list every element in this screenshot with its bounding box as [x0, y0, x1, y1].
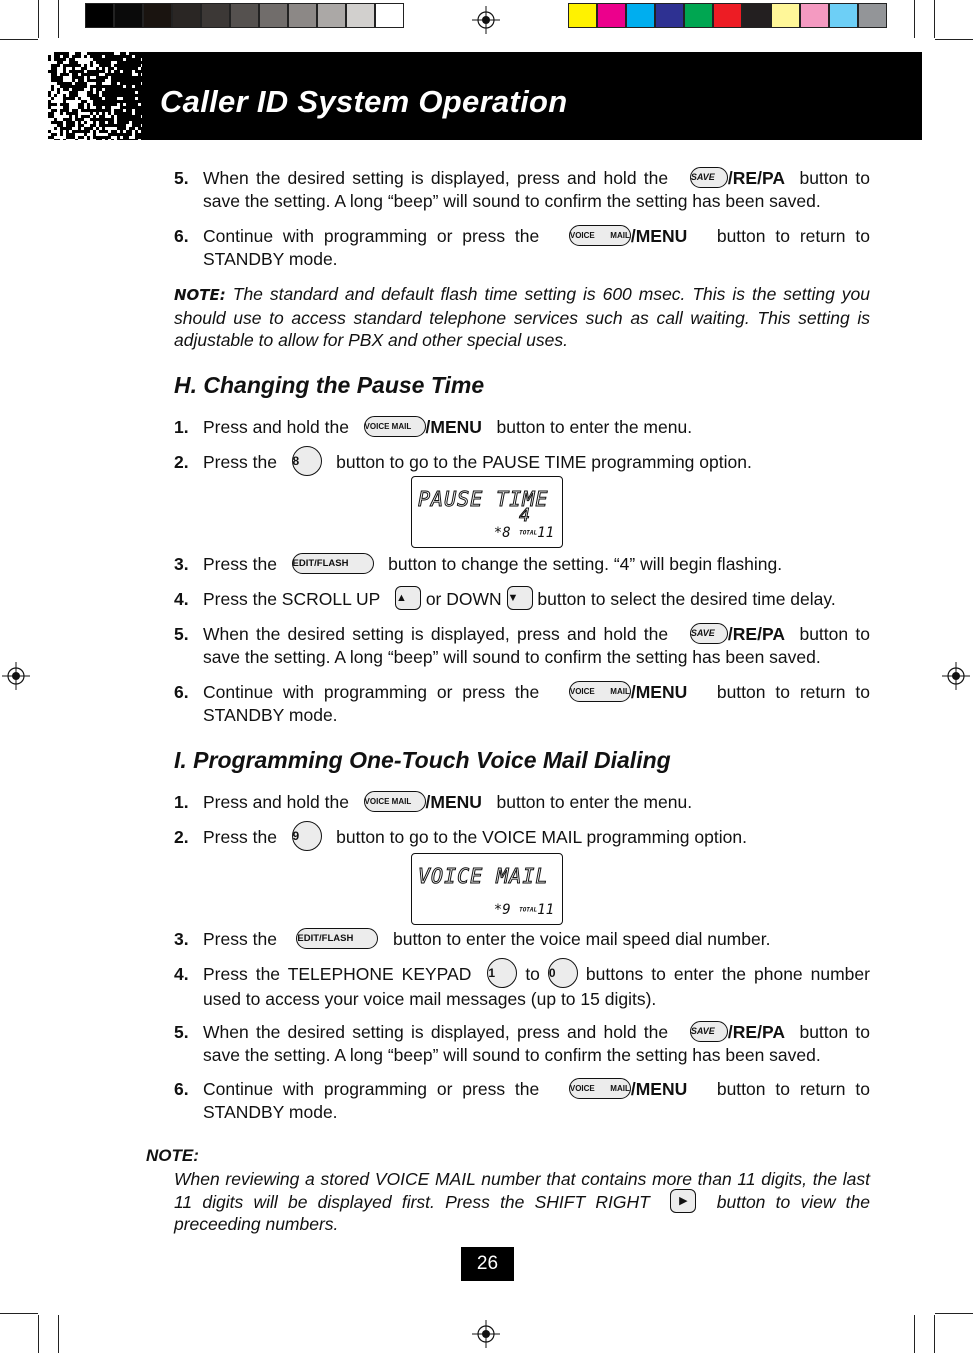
- scroll-up-button[interactable]: ▲: [395, 586, 421, 610]
- color-swatch: [684, 3, 713, 28]
- h-step-6: 6. Continue with programming or press the VOICE MAIL/MENU button to return to STANDBY mode.: [174, 682, 870, 725]
- color-swatch: [829, 3, 858, 28]
- section-i-heading: I. Programming One-Touch Voice Mail Dialing: [174, 747, 671, 773]
- h-step-4: 4. Press the SCROLL UP ▲ or DOWN ▼ button to select the desired time delay.: [174, 588, 870, 611]
- scroll-down-button[interactable]: ▼: [507, 586, 533, 610]
- page-title: Caller ID System Operation: [160, 84, 568, 119]
- color-swatch: [655, 3, 684, 28]
- crop-mark: [935, 1313, 973, 1314]
- registration-mark-icon: [472, 1320, 500, 1348]
- registration-mark-icon: [942, 662, 970, 690]
- voice-mail-button[interactable]: VOICE MAIL: [569, 681, 631, 702]
- gray-swatch: [317, 3, 346, 28]
- crop-mark: [38, 0, 39, 38]
- color-swatch: [771, 3, 800, 28]
- key-9-button[interactable]: 9: [292, 821, 322, 851]
- color-swatch: [568, 3, 597, 28]
- lcd-voice-mail: VOICE MAIL *9 TOTAL11: [411, 853, 563, 925]
- i-step-1: 1. Press and hold the VOICE MAIL /MENU button to enter the menu.: [174, 792, 693, 812]
- edit-flash-button[interactable]: EDIT/FLASH: [292, 553, 374, 574]
- voice-mail-button[interactable]: VOICE MAIL: [569, 1078, 631, 1099]
- bottom-note-label: NOTE:: [146, 1146, 199, 1165]
- gray-swatch: [375, 3, 404, 28]
- crop-mark: [0, 39, 38, 40]
- color-swatch: [597, 3, 626, 28]
- page-number: 26: [461, 1247, 514, 1281]
- key-0-button[interactable]: 0: [548, 958, 578, 988]
- key-1-button[interactable]: 1: [487, 958, 517, 988]
- i-step-3: 3. Press the EDIT/FLASH button to enter the voice mail speed dial number.: [174, 929, 771, 949]
- crop-mark: [935, 39, 973, 40]
- top-step-6: 6. Continue with programming or press the VOICE MAIL/MENU button to return to STANDBY mode.: [174, 226, 870, 269]
- h-step-5: 5. When the desired setting is displayed, press and hold the SAVE /RE/PA button to save the setting. A long “beep” will sound to confirm the setting has been saved.: [174, 624, 870, 667]
- h-step-1: 1. Press and hold the VOICE MAIL /MENU button to enter the menu.: [174, 417, 693, 437]
- gray-swatch: [259, 3, 288, 28]
- color-swatch: [742, 3, 771, 28]
- voice-mail-button[interactable]: VOICE MAIL: [569, 225, 631, 246]
- save-button[interactable]: SAVE: [690, 167, 728, 188]
- registration-mark-icon: [2, 662, 30, 690]
- h-step-2: 2. Press the 8 button to go to the PAUSE TIME programming option.: [174, 451, 870, 476]
- crop-mark: [934, 0, 935, 38]
- gray-swatch: [230, 3, 259, 28]
- gray-swatch: [85, 3, 114, 28]
- top-note: NOTE: The standard and default flash time setting is 600 msec. This is the setting you should use to access standard telephone services such as call waiting. This setting is adjustable to allow for PBX and other special uses.: [174, 284, 870, 350]
- shift-right-button[interactable]: ▶: [670, 1189, 696, 1213]
- i-step-4: 4. Press the TELEPHONE KEYPAD 1 to 0 buttons to enter the phone number used to access your voice mail messages (up to 15 digits).: [174, 963, 870, 1011]
- i-step-6: 6. Continue with programming or press the VOICE MAIL/MENU button to return to STANDBY mode.: [174, 1079, 870, 1122]
- key-8-button[interactable]: 8: [292, 446, 322, 476]
- crop-mark: [914, 1315, 915, 1353]
- color-swatch: [858, 3, 887, 28]
- gray-swatch: [172, 3, 201, 28]
- i-step-2: 2. Press the 9 button to go to the VOICE MAIL programming option.: [174, 826, 870, 851]
- color-swatch: [800, 3, 829, 28]
- voice-mail-button[interactable]: VOICE MAIL: [364, 416, 426, 437]
- bottom-note-text: When reviewing a stored VOICE MAIL number that contains more than 11 digits, the last 11 digits will be displayed first. Press the SHIFT RIGHT ▶ button to view the preceeding numbers.: [174, 1169, 871, 1234]
- gray-swatch: [346, 3, 375, 28]
- crop-mark: [58, 0, 59, 38]
- crop-mark: [38, 1315, 39, 1353]
- lcd-pause-time: PAUSE TIME 4 *8 TOTAL11: [411, 476, 563, 548]
- crop-mark: [934, 1315, 935, 1353]
- crop-mark: [0, 1313, 38, 1314]
- crop-mark: [914, 0, 915, 38]
- i-step-5: 5. When the desired setting is displayed, press and hold the SAVE /RE/PA button to save the setting. A long “beep” will sound to confirm the setting has been saved.: [174, 1022, 870, 1065]
- color-swatch: [626, 3, 655, 28]
- gray-swatch: [201, 3, 230, 28]
- top-step-5: 5. When the desired setting is displayed, press and hold the SAVE /RE/PA button to save the setting. A long “beep” will sound to confirm the setting has been saved.: [174, 168, 870, 211]
- edit-flash-button[interactable]: EDIT/FLASH: [296, 928, 378, 949]
- crop-mark: [58, 1315, 59, 1353]
- gray-swatch: [114, 3, 143, 28]
- registration-mark-icon: [472, 6, 500, 34]
- gray-swatch: [288, 3, 317, 28]
- color-swatch: [713, 3, 742, 28]
- gray-swatch: [143, 3, 172, 28]
- section-h-heading: H. Changing the Pause Time: [174, 372, 485, 398]
- save-button[interactable]: SAVE: [690, 623, 728, 644]
- save-button[interactable]: SAVE: [690, 1021, 728, 1042]
- voice-mail-button[interactable]: VOICE MAIL: [364, 791, 426, 812]
- h-step-3: 3. Press the EDIT/FLASH button to change the setting. “4” will begin flashing.: [174, 554, 783, 574]
- header-pattern-icon: [48, 52, 142, 140]
